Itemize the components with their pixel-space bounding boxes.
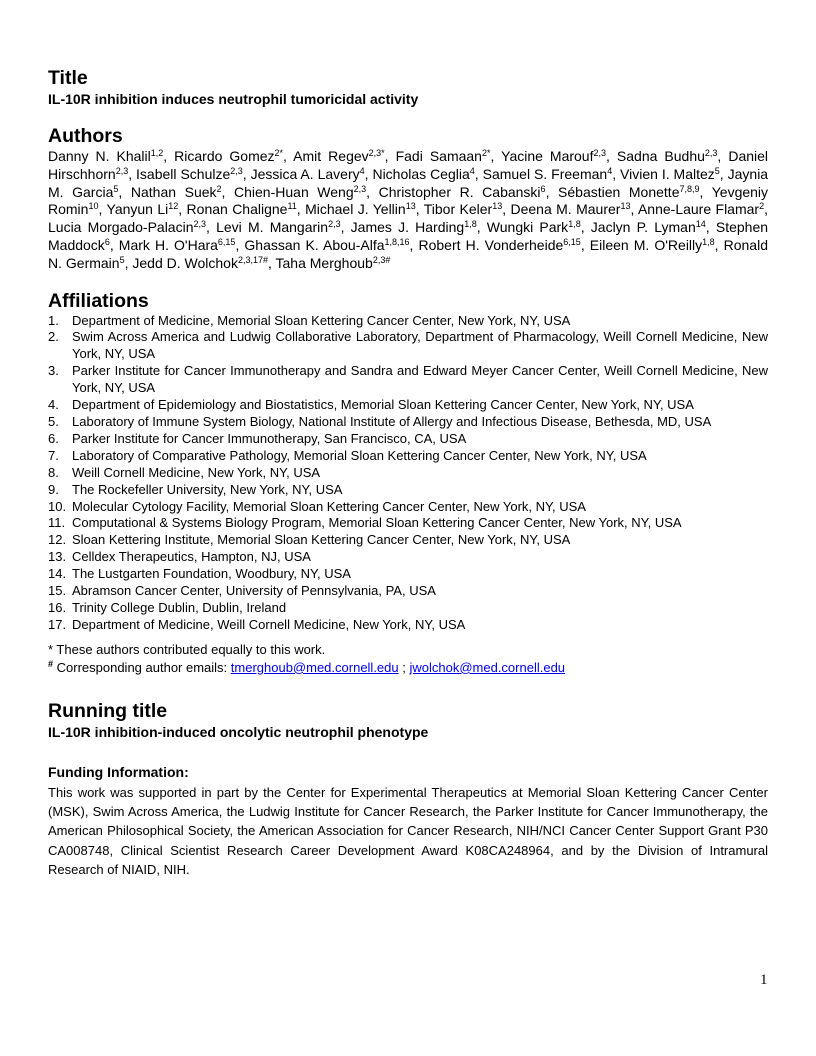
- author-affiliation-marker: 2,3: [193, 219, 207, 230]
- author-affiliation-marker: 2*: [481, 148, 491, 158]
- author-affiliation-marker: 10: [88, 201, 99, 212]
- affiliation-number: 17.: [48, 616, 67, 632]
- author-name: Chien-Huan Weng: [234, 183, 354, 200]
- author: [483, 166, 613, 182]
- author: [511, 201, 631, 217]
- corresponding-label: Corresponding author emails:: [53, 659, 231, 675]
- author-affiliation-marker: 2,3: [593, 148, 607, 158]
- affiliation-number: 14.: [48, 566, 67, 582]
- affiliation-item: [48, 448, 768, 465]
- author-name: Ronald N. Germain: [48, 236, 768, 271]
- author-name: Christopher R. Cabanski: [378, 183, 541, 200]
- author-name: Wungki Park: [486, 219, 569, 236]
- affiliation-number: 11.: [48, 515, 66, 531]
- affiliation-text: Laboratory of Comparative Pathology, Memorial Sloan Kettering Cancer Center, New York, NY, USA: [72, 447, 647, 463]
- author-name: Nicholas Ceglia: [372, 165, 470, 182]
- author: [558, 184, 699, 200]
- affiliation-item: [48, 600, 768, 617]
- affiliation-text: Parker Institute for Cancer Immunotherapy and Sandra and Edward Meyer Cancer Center, Weill Cornell Medicine, New York, NY, USA: [72, 363, 768, 396]
- author: [174, 148, 283, 164]
- author: [501, 148, 606, 164]
- affiliation-text: Parker Institute for Cancer Immunotherapy, San Francisco, CA, USA: [72, 430, 467, 446]
- affiliation-item: [48, 313, 768, 330]
- author-name: Isabell Schulze: [136, 165, 231, 182]
- author-affiliation-marker: 1,8: [464, 219, 477, 230]
- author-name: Nathan Suek: [130, 183, 217, 200]
- author: [396, 148, 491, 164]
- affiliation-item: [48, 499, 768, 516]
- author: [251, 166, 365, 182]
- author-name: Eileen M. O'Reilly: [589, 236, 703, 253]
- author-affiliation-marker: 6,15: [217, 236, 236, 247]
- author-affiliation-marker: 2: [759, 201, 765, 212]
- author: [591, 219, 706, 235]
- author-name: James J. Harding: [350, 219, 465, 236]
- author: [244, 237, 409, 253]
- affiliation-text: Weill Cornell Medicine, New York, NY, USA: [72, 464, 321, 480]
- affiliation-text: The Rockefeller University, New York, NY, USA: [72, 481, 343, 497]
- author-name: Sébastien Monette: [558, 183, 680, 200]
- affiliation-number: 1.: [48, 312, 59, 328]
- author-affiliation-marker: 6,15: [563, 236, 581, 247]
- affiliation-item: [48, 414, 768, 431]
- affiliation-item: [48, 482, 768, 499]
- author-name: Danny N. Khalil: [48, 148, 151, 164]
- author: [419, 237, 581, 253]
- affiliation-number: 4.: [48, 397, 59, 413]
- author-name: Anne-Laure Flamar: [637, 201, 760, 218]
- author-affiliation-marker: 2*: [274, 148, 284, 158]
- author-name: Jaynia M. Garcia: [48, 165, 769, 200]
- affiliation-item: [48, 549, 768, 566]
- author-name: Sadna Budhu: [616, 148, 705, 164]
- author-name: Lucia Morgado-Palacin: [48, 219, 194, 236]
- running-title-heading: Running title: [48, 699, 168, 722]
- author-name: Taha Merghoub: [275, 254, 373, 271]
- email-link-wolchok[interactable]: jwolchok@med.cornell.edu: [409, 659, 566, 675]
- author-affiliation-marker: 2,3#: [372, 254, 391, 265]
- paper-title: IL-10R inhibition induces neutrophil tumoricidal activity: [48, 91, 419, 107]
- authors-list: Danny N. Khalil$^{1,2}$, Ricardo Gomez$^{2*}$, Amit Regev$^{2,3*}$, Fadi Samaan$^{2*}$, Yacine Marouf$^{2,3}$, Sadna Budhu$^{2,3}$, Daniel Hirschhorn$^{2,3}$, Isabell Schulze$^{2,3}$, Jessica A. Lavery$^4$, Nicholas Ceglia$^4$, Samuel S. Freeman$^4$, Vivien I. Maltez$^5$, Jaynia M. Garcia$^5$, Nathan Suek$^2$, Chien-Huan Weng$^{2,3}$, Christopher R. Cabanski$^6$, Sébastien Monette$^{7,8,9}$, Yevgeniy Romin$^{10}$, Yanyun Li$^{12}$, Ronan Chaligne$^{11}$, Michael J. Yellin$^{13}$, Tibor Keler$^{13}$, Deena M. Maurer$^{13}$, Anne-Laure Flamar$^2$, Lucia Morgado-Palacin$^{2,3}$, Levi M. Mangarin$^{2,3}$, James J. Harding$^{1,8}$, Wungki Park$^{1,8}$, Jaclyn P. Lyman$^{14}$, Stephen Maddock$^6$, Mark H. O'Hara$^{6,15}$, Ghassan K. Abou-Alfa$^{1,8,16}$, Robert H. Vonderheide$^{6,15}$, Eileen M. O'Reilly$^{1,8}$, Ronald N. Germain$^5$, Jedd D. Wolchok$^{2,3,17\#}$, Taha Merghoub$^{2,3\#}$: [48, 148, 769, 271]
- author-affiliation-marker: 13: [492, 201, 503, 212]
- author: [187, 201, 297, 217]
- affiliation-number: 16.: [48, 599, 67, 615]
- email-separator: ;: [398, 659, 410, 675]
- equal-contribution-note: * These authors contributed equally to this work.: [48, 641, 326, 657]
- document-page: [48, 66, 768, 879]
- author-affiliation-marker: 1,8: [568, 219, 581, 230]
- affiliation-number: 8.: [48, 464, 59, 480]
- affiliation-item: [48, 329, 768, 363]
- author-name: Stephen Maddock: [48, 219, 769, 253]
- author-name: Michael J. Yellin: [305, 201, 406, 218]
- affiliation-item: [48, 532, 768, 549]
- author: [351, 219, 477, 235]
- author: [372, 166, 474, 182]
- affiliation-number: 12.: [48, 532, 67, 548]
- author-affiliation-marker: 2,3: [704, 148, 718, 158]
- author-name: Vivien I. Maltez: [620, 165, 715, 182]
- author: [216, 219, 340, 235]
- author-affiliation-marker: 4: [469, 165, 475, 176]
- author-affiliation-marker: 4: [359, 165, 365, 176]
- affiliation-item: [48, 465, 768, 482]
- author: [136, 166, 243, 182]
- author: [107, 201, 179, 217]
- affiliation-text: Celldex Therapeutics, Hampton, NJ, USA: [72, 549, 311, 565]
- affiliation-text: Sloan Kettering Institute, Memorial Sloan Kettering Cancer Center, New York, NY, USA: [72, 532, 571, 548]
- affiliation-number: 10.: [48, 498, 67, 514]
- author: [48, 148, 163, 164]
- author: [379, 184, 546, 200]
- author-name: Yanyun Li: [106, 201, 169, 218]
- affiliations-list: [48, 313, 768, 634]
- affiliation-item: [48, 431, 768, 448]
- author-affiliation-marker: 2,3,17#: [237, 254, 268, 265]
- authors-heading: Authors: [48, 125, 123, 147]
- author-name: Ricardo Gomez: [174, 148, 275, 164]
- author: [119, 237, 236, 253]
- author-affiliation-marker: 2,3: [230, 165, 243, 176]
- email-link-merghoub[interactable]: tmerghoub@med.cornell.edu: [230, 659, 399, 675]
- title-heading: Title: [48, 67, 88, 89]
- author: [293, 148, 385, 164]
- author-name: Tibor Keler: [423, 201, 493, 218]
- affiliation-number: 15.: [48, 583, 67, 599]
- affiliation-item: [48, 566, 768, 583]
- corresponding-symbol: #: [48, 658, 54, 669]
- affiliation-number: 5.: [48, 414, 59, 430]
- affiliation-text: Department of Medicine, Memorial Sloan Kettering Cancer Center, New York, NY, USA: [72, 312, 571, 328]
- author-affiliation-marker: 2,3*: [368, 148, 385, 158]
- author-affiliation-marker: 1,8: [702, 236, 715, 247]
- affiliation-text: Department of Medicine, Weill Cornell Medicine, New York, NY, USA: [72, 616, 466, 632]
- affiliation-item: [48, 617, 768, 634]
- author: [617, 148, 718, 164]
- author-name: Fadi Samaan: [395, 148, 482, 164]
- affiliation-item: [48, 363, 768, 397]
- author-name: Deena M. Maurer: [510, 201, 621, 218]
- author-affiliation-marker: 11: [287, 201, 297, 212]
- affiliation-number: 2.: [48, 329, 59, 345]
- author: [276, 255, 391, 271]
- author-name: Levi M. Mangarin: [216, 219, 329, 236]
- affiliation-text: Laboratory of Immune System Biology, National Institute of Allergy and Infectious Disease, Bethesda, MD, USA: [72, 414, 712, 430]
- author-name: Jessica A. Lavery: [250, 165, 360, 182]
- author-affiliation-marker: 12: [168, 201, 179, 212]
- affiliation-text: Abramson Cancer Center, University of Pennsylvania, PA, USA: [72, 583, 436, 599]
- funding-heading: Funding Information:: [48, 763, 189, 780]
- author: [132, 255, 268, 271]
- author-name: Ghassan K. Abou-Alfa: [244, 236, 385, 253]
- author-name: Ronan Chaligne: [186, 201, 288, 218]
- affiliation-number: 13.: [48, 549, 67, 565]
- author: [234, 184, 366, 200]
- author-affiliation-marker: 2,3: [115, 165, 129, 176]
- author-affiliation-marker: 5: [113, 183, 119, 194]
- author-affiliation-marker: 2,3: [353, 183, 367, 194]
- author-affiliation-marker: 6: [540, 183, 546, 194]
- affiliation-number: 6.: [48, 430, 59, 446]
- affiliation-number: 9.: [48, 481, 59, 497]
- author-affiliation-marker: 6: [104, 236, 110, 247]
- affiliation-item: [48, 397, 768, 414]
- author-affiliation-marker: 2: [216, 183, 222, 194]
- author-affiliation-marker: 2,3: [328, 219, 341, 230]
- author-affiliation-marker: 13: [405, 201, 416, 212]
- affiliation-text: Molecular Cytology Facility, Memorial Sloan Kettering Cancer Center, New York, NY, USA: [72, 498, 586, 514]
- author: [590, 237, 715, 253]
- author-affiliation-marker: 1,8,16: [384, 236, 410, 247]
- affiliation-number: 7.: [48, 447, 59, 463]
- author-affiliation-marker: 1,2: [150, 148, 164, 158]
- author-name: Samuel S. Freeman: [482, 165, 608, 182]
- affiliation-item: [48, 583, 768, 600]
- author-name: Robert H. Vonderheide: [418, 236, 564, 253]
- author-affiliation-marker: 13: [620, 201, 631, 212]
- author: [487, 219, 581, 235]
- author-name: Daniel Hirschhorn: [48, 148, 769, 182]
- affiliation-text: Swim Across America and Ludwig Collaborative Laboratory, Department of Pharmacology, Weill Cornell Medicine, New York, NY, USA: [72, 329, 768, 362]
- affiliation-item: [48, 515, 768, 532]
- author-name: Jaclyn P. Lyman: [590, 219, 696, 236]
- affiliation-text: Computational & Systems Biology Program, Memorial Sloan Kettering Cancer Center, New York, NY, USA: [72, 515, 682, 531]
- author: [620, 166, 720, 182]
- corresponding-note: [48, 659, 768, 677]
- author: [305, 201, 416, 217]
- affiliations-heading: Affiliations: [48, 289, 149, 312]
- author-name: Amit Regev: [293, 148, 369, 164]
- author: [48, 219, 206, 235]
- author-name: Mark H. O'Hara: [118, 236, 218, 253]
- author-affiliation-marker: 5: [119, 254, 125, 265]
- author-name: Yevgeniy Romin: [48, 183, 769, 218]
- author: [424, 201, 502, 217]
- funding-text: This work was supported in part by the Center for Experimental Therapeutics at Memorial Sloan Kettering Cancer Center (MSK), Swim Across America, the Ludwig Institute for Cancer Research, the Parker Institute for Cancer Immunotherapy, the American Philosophical Society, the American Association for Cancer Research, NIH/NCI Cancer Center Support Grant P30 CA008748, Clinical Scientist Research Career Development Award K08CA248964, and by the Division of Intramural Research of NIAID, NIH.: [48, 784, 768, 877]
- affiliation-text: Trinity College Dublin, Dublin, Ireland: [72, 599, 287, 615]
- author-name: Yacine Marouf: [501, 148, 594, 164]
- author-affiliation-marker: 4: [607, 165, 613, 176]
- author-name: Jedd D. Wolchok: [132, 254, 238, 271]
- affiliation-text: The Lustgarten Foundation, Woodbury, NY, USA: [72, 566, 351, 582]
- page-number: 1: [760, 972, 768, 988]
- affiliation-text: Department of Epidemiology and Biostatistics, Memorial Sloan Kettering Cancer Center, New York, NY, USA: [72, 397, 694, 413]
- author-affiliation-marker: 14: [695, 219, 706, 230]
- affiliation-number: 3.: [48, 363, 59, 379]
- author: [131, 184, 222, 200]
- author-affiliation-marker: 5: [714, 165, 720, 176]
- author: [638, 201, 764, 217]
- author-affiliation-marker: 7,8,9: [679, 183, 700, 194]
- running-title: IL-10R inhibition-induced oncolytic neutrophil phenotype: [48, 723, 429, 740]
